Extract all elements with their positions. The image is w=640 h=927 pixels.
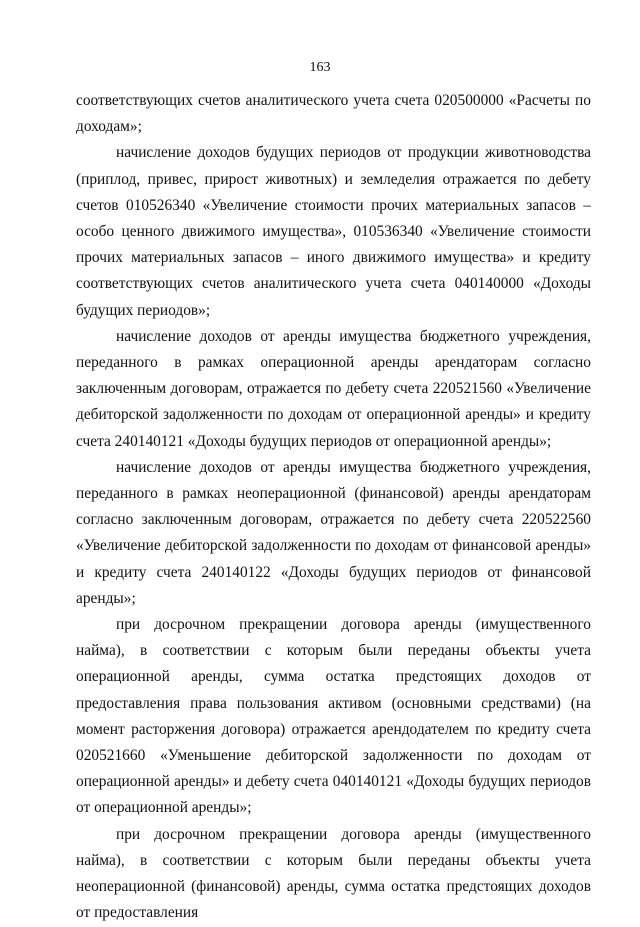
page-number: 163 (309, 60, 331, 75)
paragraph-3: начисление доходов от аренды имущества бюджетного учреждения, переданного в рамках операционной аренды арендаторам согласно заключенным договорам, отражается по дебету счета 220521560 «Увеличение дебиторской задолженности по доходам от операционной аренды» и кредиту счета 240140121 «Доходы будущих периодов от операционной аренды»; (76, 327, 591, 450)
paragraph-4: начисление доходов от аренды имущества бюджетного учреждения, переданного в рамках неоперационной (финансовой) аренды арендаторам согласно заключенным договорам, отражается по дебету счета 220522560 «Увеличение дебиторской задолженности по доходам от финансовой аренды» и кредиту счета 240140122 «Доходы будущих периодов от финансовой аренды»; (76, 458, 591, 607)
paragraph-2: начисление доходов будущих периодов от продукции животноводства (приплод, привес, прирост животных) и земледелия отражается по дебету счетов 010526340 «Увеличение стоимости прочих материальных запасов – особо ценного движимого имущества», 010536340 «Увеличение стоимости прочих материальных запасов – иного движимого имущества» и кредиту соответствующих счетов аналитического учета счета 040140000 «Доходы будущих периодов»; (76, 144, 591, 319)
paragraph-5: при досрочном прекращении договора аренды (имущественного найма), в соответствии с которым были переданы объекты учета операционной аренды, сумма остатка предстоящих доходов от предоставления права пользования активом (основными средствами) (на момент расторжения договора) отражается арендодателем по кредиту счета 020521660 «Уменьшение дебиторской задолженности по доходам от операционной аренды» и дебету счета 040140121 «Доходы будущих периодов от операционной аренды»; (76, 616, 591, 817)
paragraph-1: соответствующих счетов аналитического учета счета 020500000 «Расчеты по доходам»; (76, 92, 591, 136)
document-body (76, 88, 591, 927)
paragraph-6: при досрочном прекращении договора аренды (имущественного найма), в соответствии с которым были переданы объекты учета неоперационной (финансовой) аренды, сумма остатка предстоящих доходов от предоставления (76, 825, 591, 922)
